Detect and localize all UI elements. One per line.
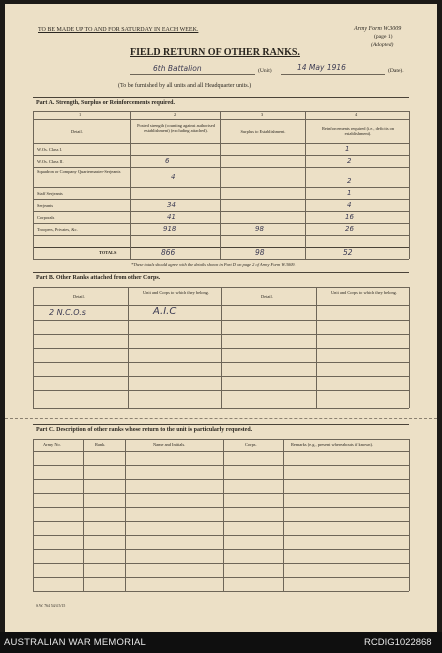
unit-label: (Unit) xyxy=(258,68,272,74)
row-serjeants-posted: 34 xyxy=(167,201,176,209)
army-form-number: Army Form W.3009 xyxy=(354,26,402,32)
page-number: (page 1) xyxy=(374,34,393,40)
part-c-heading: Part C. Description of other ranks whose return to the unit is particularly requested. xyxy=(36,427,253,433)
row-corporals-reinf: 16 xyxy=(345,213,354,221)
adopted-label: (Adopted) xyxy=(371,42,394,48)
made-up-instruction: TO BE MADE UP TO AND FOR SATURDAY IN EACH WEEK. xyxy=(38,27,199,33)
row-troopers-posted: 918 xyxy=(163,225,177,233)
part-b-col-unit-1: Unit and Corps to which they belong. xyxy=(143,290,209,295)
row-label-wo1: W.Os. Class I. xyxy=(37,147,63,152)
unit-handwritten: 6th Battalion xyxy=(153,64,202,73)
part-b-entry-detail: 2 N.C.O.s xyxy=(49,308,86,317)
col-number-4: 4 xyxy=(355,112,358,117)
totals-reinf: 52 xyxy=(343,248,353,257)
part-a-heading: Part A. Strength, Surplus or Reinforcements required. xyxy=(36,100,175,106)
row-troopers-surplus: 98 xyxy=(255,225,264,233)
part-b-rule xyxy=(33,272,409,273)
form-title: FIELD RETURN OF OTHER RANKS. xyxy=(130,47,300,58)
form-page xyxy=(5,4,437,632)
totals-label: TOTALS xyxy=(99,250,117,255)
part-c-table xyxy=(33,439,409,599)
part-b-col-detail-2: Detail. xyxy=(261,294,273,299)
part-c-col-army-no: Army No. xyxy=(43,442,61,447)
date-handwritten: 14 May 1916 xyxy=(297,63,346,72)
part-a-rule xyxy=(33,97,409,98)
part-b-heading: Part B. Other Ranks attached from other Corps. xyxy=(36,275,161,281)
part-b-entry-unit: A.I.C xyxy=(153,306,177,317)
part-c-col-remarks: Remarks (e.g., present whereabouts if known). xyxy=(291,442,374,447)
furnished-note: (To be furnished by all units and all Headquarter units.) xyxy=(118,83,252,89)
perforation-line xyxy=(5,418,437,419)
part-a-table xyxy=(33,111,409,261)
row-label-serjeants: Serjeants xyxy=(37,203,54,208)
footer-catalog-id: RCDIG1022868 xyxy=(364,637,432,648)
col-number-1: 1 xyxy=(79,112,82,117)
row-label-troopers: Troopers, Privates, &c. xyxy=(37,227,78,232)
row-cqms-posted: 4 xyxy=(171,173,176,181)
row-label-staff-serjeants: Staff Serjeants xyxy=(37,191,63,196)
row-label-cqms: Squadron or Company Quartermaster-Serjeants xyxy=(37,169,121,174)
print-code: S.W. 764 54/4 5/15 xyxy=(36,604,66,608)
col-number-3: 3 xyxy=(261,112,264,117)
row-serjeants-reinf: 4 xyxy=(347,201,352,209)
totals-posted: 866 xyxy=(161,248,176,257)
row-staff-serjeants-reinf: 1 xyxy=(347,189,352,197)
row-troopers-reinf: 26 xyxy=(345,225,354,233)
col-header-reinforcements: Reinforcements required (i.e., deficits on establishment). xyxy=(321,126,395,136)
part-c-col-name: Name and Initials. xyxy=(153,442,186,447)
part-c-rule xyxy=(33,424,409,425)
row-wo2-posted: 6 xyxy=(165,157,170,165)
part-b-table xyxy=(33,287,409,409)
archive-footer xyxy=(0,632,442,653)
part-c-col-corps: Corps. xyxy=(245,442,257,447)
row-label-corporals: Corporals xyxy=(37,215,55,220)
date-label: (Date). xyxy=(388,68,404,74)
part-b-col-unit-2: Unit and Corps to which they belong. xyxy=(331,290,397,295)
col-number-2: 2 xyxy=(174,112,177,117)
date-underline xyxy=(281,74,385,75)
row-cqms-reinf: 2 xyxy=(347,177,352,185)
col-header-posted: Posted strength (counting against authorised establishment) (excluding attached). xyxy=(137,123,215,133)
row-wo1-reinf: 1 xyxy=(345,145,350,153)
totals-surplus: 98 xyxy=(255,248,265,257)
footer-institution: AUSTRALIAN WAR MEMORIAL xyxy=(4,637,147,648)
col-header-surplus: Surplus to Establishment. xyxy=(240,129,286,134)
unit-underline xyxy=(130,74,255,75)
totals-note: *These totals should agree with the details shown in Part D on page 2 of Army Form W.3009. xyxy=(131,262,296,267)
col-header-detail: Detail. xyxy=(71,129,83,134)
row-corporals-posted: 41 xyxy=(167,213,176,221)
part-c-col-rank: Rank. xyxy=(95,442,106,447)
row-label-wo2: W.Os. Class II. xyxy=(37,159,64,164)
part-b-col-detail-1: Detail. xyxy=(73,294,85,299)
row-wo2-reinf: 2 xyxy=(347,157,352,165)
